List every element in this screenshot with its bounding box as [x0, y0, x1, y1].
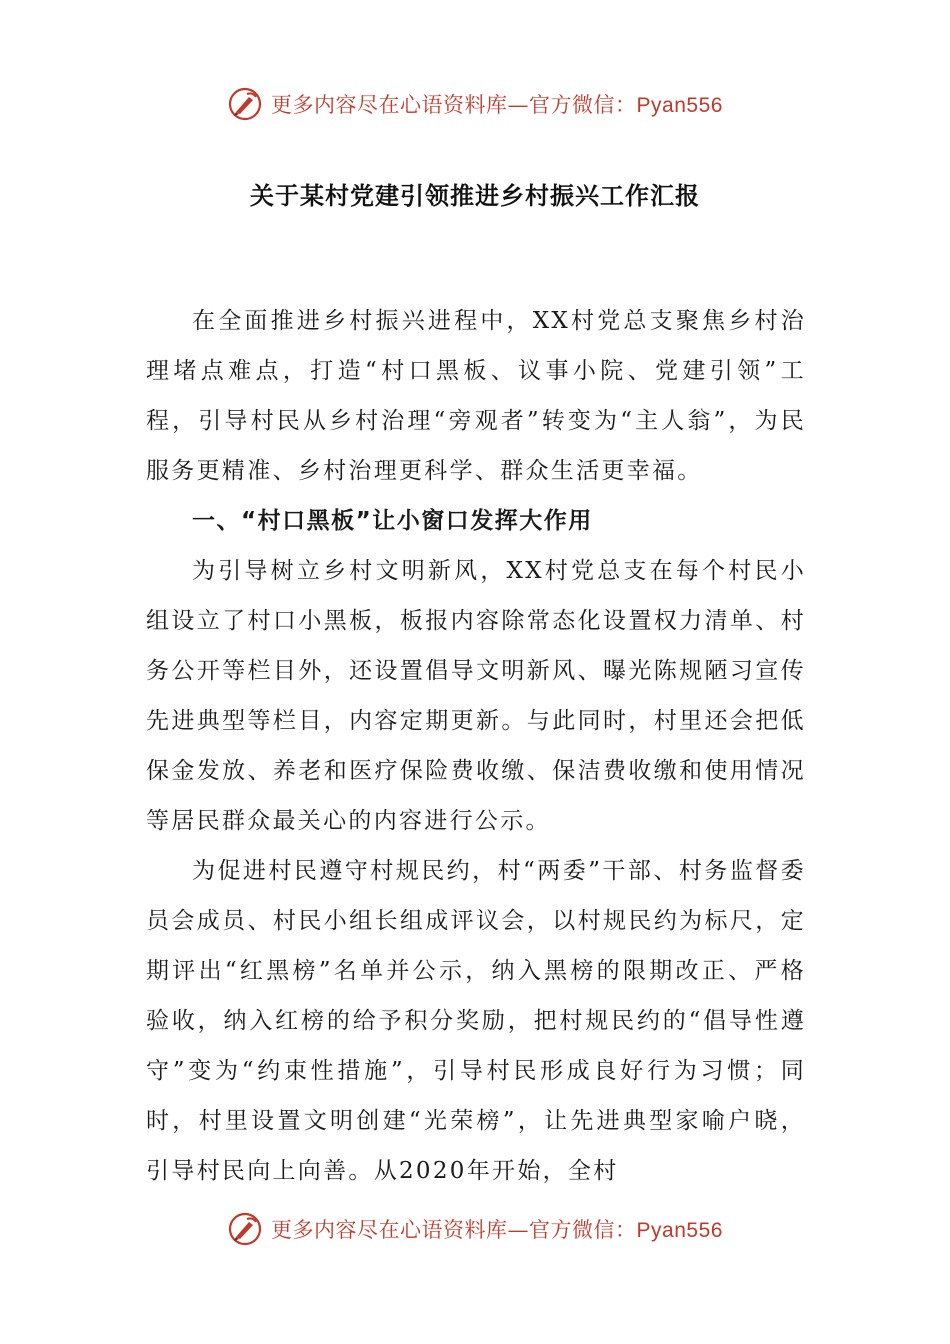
document-body [146, 296, 806, 1196]
section-heading-1: 一、“村口黑板”让小窗口发挥大作用 [192, 508, 593, 534]
pen-logo-icon [227, 1211, 263, 1247]
paragraph-village-rules: 为促进村民遵守村规民约，村“两委”干部、村务监督委员会成员、村民小组长组成评议会，以村规民约为标尺，定期评出“红黑榜”名单并公示，纳入黑榜的限期改正、严格验收，纳入红榜的给予积分奖励，把村规民约的“倡导性遵守”变为“约束性措施”，引导村民形成良好行为习惯；同时，村里设置文明创建“光荣榜”，让先进典型家喻户晓，引导村民向上向善。从2020年开始，全村 [146, 858, 806, 1184]
watermark-text: 更多内容尽在心语资料库—官方微信：Pyan556 [271, 93, 723, 117]
watermark-text: 更多内容尽在心语资料库—官方微信：Pyan556 [271, 1218, 723, 1242]
header-watermark [0, 84, 950, 124]
document-title: 关于某村党建引领推进乡村振兴工作汇报 [250, 182, 700, 210]
paragraph-intro: 在全面推进乡村振兴进程中，XX村党总支聚焦乡村治理堵点难点，打造“村口黑板、议事小院、党建引领”工程，引导村民从乡村治理“旁观者”转变为“主人翁”，为民服务更精准、乡村治理更科学、群众生活更幸福。 [146, 308, 806, 484]
pen-logo-icon [227, 86, 263, 122]
footer-watermark [0, 1209, 950, 1249]
paragraph-blackboard: 为引导树立乡村文明新风，XX村党总支在每个村民小组设立了村口小黑板，板报内容除常态化设置权力清单、村务公开等栏目外，还设置倡导文明新风、曝光陈规陋习宣传先进典型等栏目，内容定期更新。与此同时，村里还会把低保金发放、养老和医疗保险费收缴、保洁费收缴和使用情况等居民群众最关心的内容进行公示。 [146, 558, 806, 834]
